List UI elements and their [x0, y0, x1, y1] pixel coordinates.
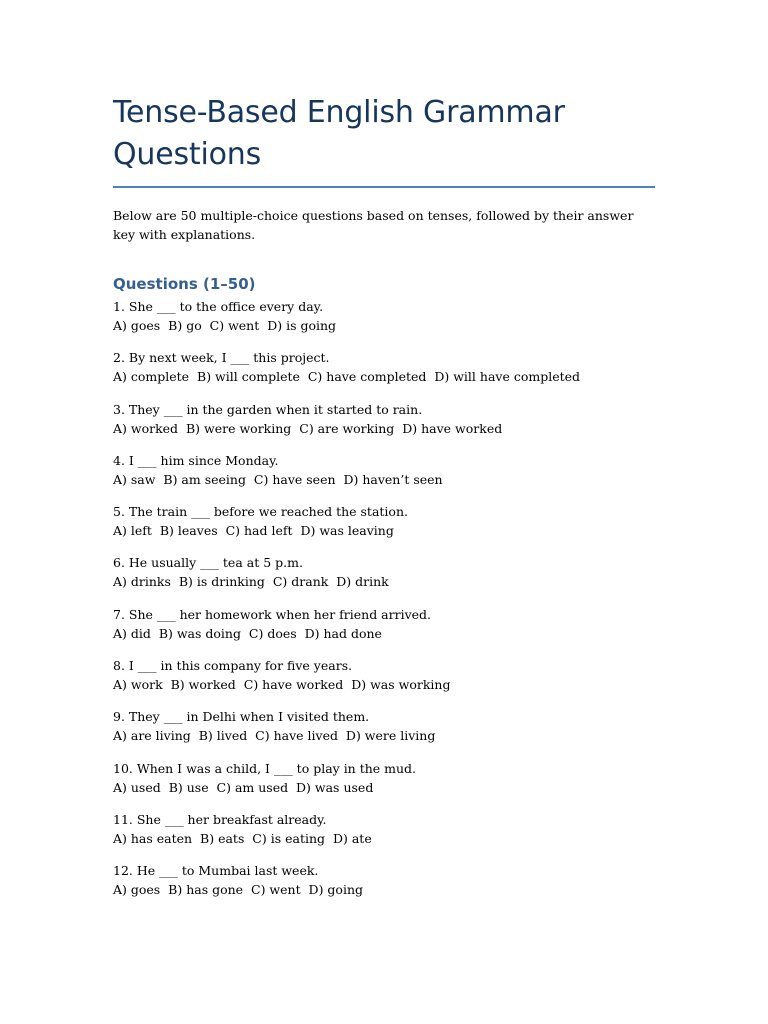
question-text: 9. They ___ in Delhi when I visited them. — [113, 709, 370, 725]
section-heading: Questions (1–50) — [113, 275, 256, 293]
question-options: A) used B) use C) am used D) was used — [113, 779, 374, 795]
question-text: 11. She ___ her breakfast already. — [113, 811, 327, 827]
question-text: 2. By next week, I ___ this project. — [113, 350, 330, 366]
question-text: 12. He ___ to Mumbai last week. — [113, 863, 319, 879]
question-item — [113, 553, 655, 591]
question-item — [113, 451, 655, 489]
question-text: 5. The train ___ before we reached the station. — [113, 504, 408, 520]
question-options: A) worked B) were working C) are working D) have worked — [113, 420, 503, 436]
question-item — [113, 861, 655, 899]
question-item — [113, 502, 655, 540]
intro-paragraph: Below are 50 multiple-choice questions based on tenses, followed by their answer key with explanations. — [113, 208, 634, 242]
question-item — [113, 707, 655, 745]
question-options: A) are living B) lived C) have lived D) were living — [113, 728, 436, 744]
document-title: Tense-Based English Grammar Questions — [113, 95, 565, 172]
question-options: A) saw B) am seeing C) have seen D) haven’t seen — [113, 471, 443, 487]
question-item — [113, 810, 655, 848]
question-text: 8. I ___ in this company for five years. — [113, 658, 353, 674]
document-content — [113, 92, 655, 913]
question-item — [113, 605, 655, 643]
question-options: A) work B) worked C) have worked D) was working — [113, 677, 451, 693]
question-text: 10. When I was a child, I ___ to play in the mud. — [113, 760, 417, 776]
question-list — [113, 297, 655, 899]
question-options: A) left B) leaves C) had left D) was leaving — [113, 523, 394, 539]
question-text: 1. She ___ to the office every day. — [113, 299, 324, 314]
title-divider — [113, 186, 655, 188]
question-options: A) drinks B) is drinking C) drank D) drink — [113, 574, 389, 590]
question-text: 6. He usually ___ tea at 5 p.m. — [113, 555, 303, 571]
question-item — [113, 297, 655, 335]
question-options: A) has eaten B) eats C) is eating D) ate — [113, 830, 372, 846]
question-item — [113, 656, 655, 694]
question-item — [113, 759, 655, 797]
question-item — [113, 400, 655, 438]
question-item — [113, 348, 655, 386]
question-options: A) goes B) has gone C) went D) going — [113, 882, 363, 898]
question-options: A) did B) was doing C) does D) had done — [113, 625, 382, 641]
question-text: 3. They ___ in the garden when it started to rain. — [113, 401, 423, 417]
question-text: 4. I ___ him since Monday. — [113, 452, 279, 468]
question-text: 7. She ___ her homework when her friend arrived. — [113, 606, 432, 622]
question-options: A) goes B) go C) went D) is going — [113, 318, 337, 333]
question-options: A) complete B) will complete C) have completed D) will have completed — [113, 369, 581, 385]
